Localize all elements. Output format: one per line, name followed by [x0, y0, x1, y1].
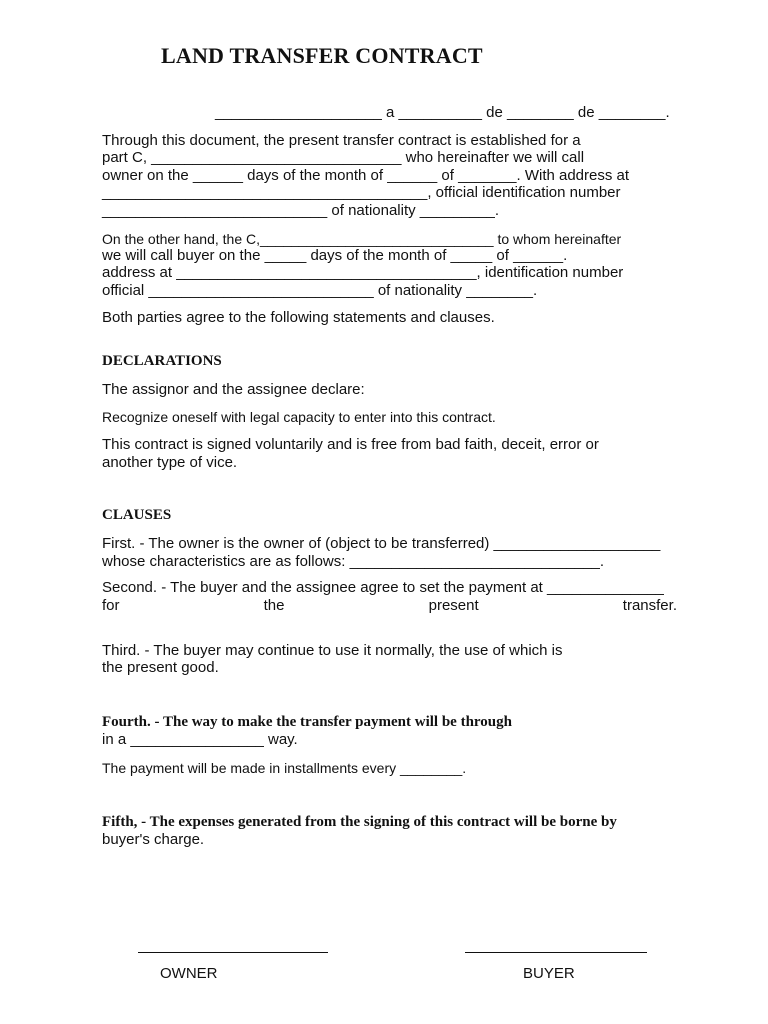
- clause-third: the present good.: [102, 659, 219, 676]
- declarations-heading: DECLARATIONS: [102, 353, 222, 369]
- clause-second-word: for: [102, 597, 120, 614]
- clause-second: Second. - The buyer and the assignee agree to set the payment at ______________: [102, 579, 664, 596]
- owner-paragraph-line: part C, ______________________________ who hereinafter we will call: [102, 149, 585, 166]
- clause-fourth: Fourth. - The way to make the transfer payment will be through: [102, 714, 512, 730]
- clause-fifth-continued: buyer's charge.: [102, 831, 205, 848]
- clause-fourth-continued: in a ________________ way.: [102, 731, 298, 748]
- clause-second-justified-line: [102, 597, 677, 615]
- clause-third: Third. - The buyer may continue to use it normally, the use of which is: [102, 642, 563, 659]
- buyer-paragraph-line: address at ____________________________________, identification number: [102, 264, 624, 281]
- clause-first: whose characteristics are as follows: ______________________________.: [102, 553, 605, 570]
- declaration-item: another type of vice.: [102, 454, 238, 471]
- installments-text: The payment will be made in installments every ________.: [102, 760, 467, 776]
- buyer-paragraph-line: official ___________________________ of nationality ________.: [102, 282, 538, 299]
- owner-signature-label: OWNER: [160, 965, 218, 982]
- owner-paragraph-line: ___________________________ of nationality _________.: [102, 202, 500, 219]
- document-title: LAND TRANSFER CONTRACT: [161, 43, 483, 68]
- owner-paragraph-line: Through this document, the present transfer contract is established for a: [102, 132, 581, 149]
- declarations-intro: The assignor and the assignee declare:: [102, 381, 365, 398]
- buyer-signature-label: BUYER: [523, 965, 575, 982]
- clause-fifth: Fifth, - The expenses generated from the signing of this contract will be borne by: [102, 814, 617, 830]
- date-line: ____________________ a __________ de ________ de ________.: [215, 104, 670, 121]
- buyer-paragraph-line: On the other hand, the C,______________________________ to whom hereinafter: [102, 231, 622, 247]
- agreement-text: Both parties agree to the following statements and clauses.: [102, 309, 495, 326]
- owner-paragraph-line: _______________________________________, official identification number: [102, 184, 621, 201]
- clause-second-word: the: [263, 597, 285, 614]
- clause-second-word: present: [428, 597, 479, 614]
- buyer-paragraph-line: we will call buyer on the _____ days of the month of _____ of ______.: [102, 247, 568, 264]
- buyer-signature-line: [465, 952, 647, 953]
- clauses-heading: CLAUSES: [102, 507, 172, 523]
- owner-paragraph-line: owner on the ______ days of the month of ______ of _______. With address at: [102, 167, 630, 184]
- declaration-item: Recognize oneself with legal capacity to enter into this contract.: [102, 409, 496, 425]
- clause-first: First. - The owner is the owner of (object to be transferred) ____________________: [102, 535, 661, 552]
- clause-second-word: transfer.: [622, 597, 677, 614]
- declaration-item: This contract is signed voluntarily and is free from bad faith, deceit, error or: [102, 436, 599, 453]
- owner-signature-line: [138, 952, 328, 953]
